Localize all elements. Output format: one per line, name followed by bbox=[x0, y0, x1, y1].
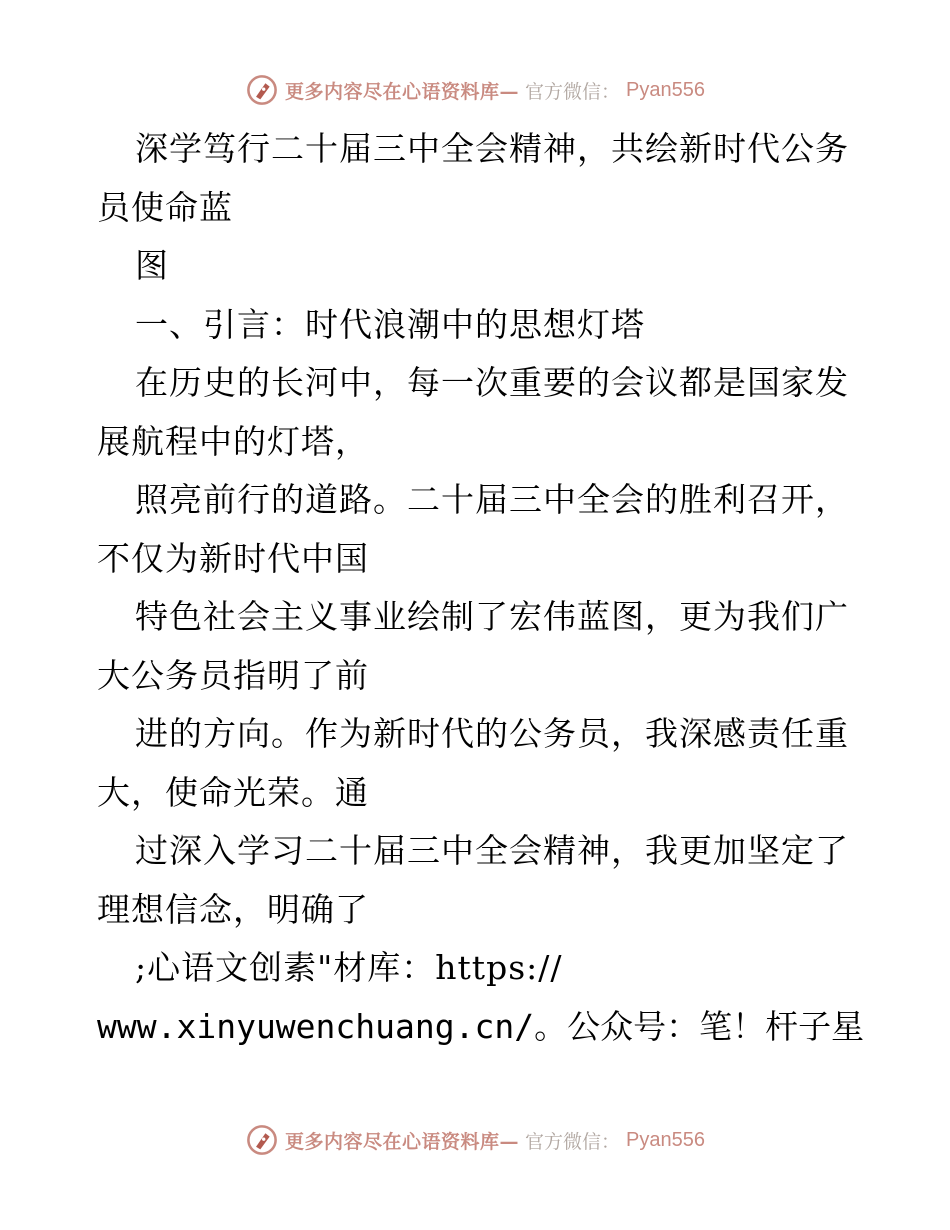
paragraph-line: 照亮前行的道路。二十届三中全会的胜利召开， bbox=[135, 480, 849, 519]
document-title: 深学笃行二十届三中全会精神，共绘新时代公务 bbox=[135, 129, 849, 168]
paragraph-line: 进的方向。作为新时代的公务员，我深感责任重 bbox=[135, 714, 849, 753]
paragraph-line: 过深入学习二十届三中全会精神，我更加坚定了 bbox=[135, 831, 849, 870]
banner-text: 更多内容尽在心语资料库— bbox=[285, 1130, 520, 1153]
pen-nib-logo-icon bbox=[245, 1123, 279, 1157]
banner-wechat-id: Pyan556 bbox=[626, 1128, 705, 1151]
document-body bbox=[97, 120, 865, 1056]
document-title-cont: 图 bbox=[135, 246, 169, 285]
header-banner bbox=[0, 70, 950, 110]
paragraph-line: 大公务员指明了前 bbox=[97, 655, 369, 695]
section-heading: 一、引言：时代浪潮中的思想灯塔 bbox=[135, 304, 645, 344]
document-title-cont: 员使命蓝 bbox=[97, 187, 233, 227]
banner-text: 更多内容尽在心语资料库— bbox=[285, 80, 520, 103]
paragraph-line: 不仅为新时代中国 bbox=[97, 538, 369, 578]
banner-wechat-label: 官方微信： bbox=[525, 80, 621, 103]
source-line: ;心语文创素"材库：https:// bbox=[135, 948, 563, 987]
paragraph-line: 特色社会主义事业绘制了宏伟蓝图，更为我们广 bbox=[135, 597, 849, 636]
source-url-line: www.xinyuwenchuang.cn/。公众号：笔！杆子星 bbox=[97, 1006, 865, 1046]
pen-nib-logo-icon bbox=[245, 73, 279, 107]
paragraph-line: 展航程中的灯塔， bbox=[97, 421, 369, 461]
paragraph-line: 大，使命光荣。通 bbox=[97, 772, 369, 812]
paragraph-line: 理想信念，明确了 bbox=[97, 889, 369, 929]
footer-banner bbox=[0, 1120, 950, 1160]
banner-wechat-id: Pyan556 bbox=[626, 78, 705, 101]
paragraph-line: 在历史的长河中，每一次重要的会议都是国家发 bbox=[135, 363, 849, 402]
banner-wechat-label: 官方微信： bbox=[525, 1130, 621, 1153]
